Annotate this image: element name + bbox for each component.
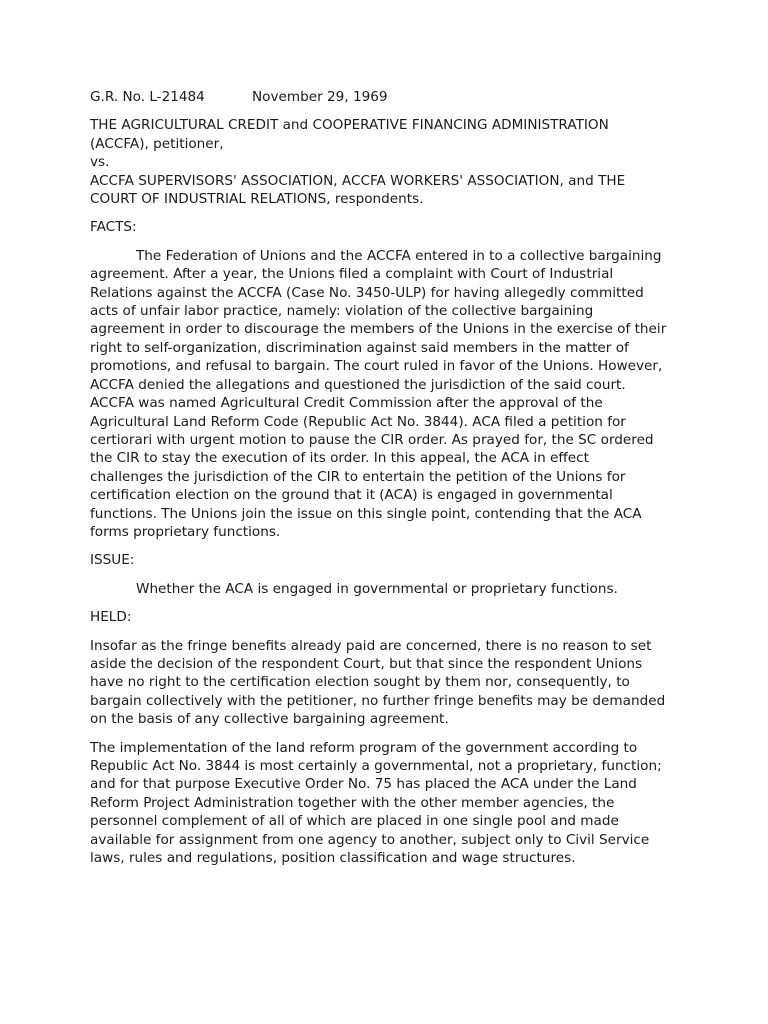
issue-heading: ISSUE:	[90, 552, 135, 569]
respondents-line: COURT OF INDUSTRIAL RELATIONS, respondents.	[90, 191, 424, 208]
versus-label: vs.	[90, 154, 110, 171]
held-line: laws, rules and regulations, position classification and wage structures.	[90, 850, 576, 867]
held-paragraph-1	[90, 637, 690, 729]
petitioner-line: THE AGRICULTURAL CREDIT and COOPERATIVE FINANCING ADMINISTRATION	[90, 117, 609, 134]
held-line: The implementation of the land reform program of the government according to	[90, 739, 638, 756]
facts-line: certiorari with urgent motion to pause the CIR order. As prayed for, the SC ordered	[90, 431, 654, 448]
case-number: G.R. No. L-21484	[90, 89, 205, 105]
facts-line: agreement. After a year, the Unions filed a complaint with Court of Industrial	[90, 266, 614, 283]
facts-line: right to self-organization, discrimination against said members in the matter of	[90, 339, 629, 356]
facts-line: the CIR to stay the execution of its order. In this appeal, the ACA in effect	[90, 450, 589, 467]
facts-line: challenges the jurisdiction of the CIR to entertain the petition of the Unions for	[90, 468, 626, 485]
case-date: November 29, 1969	[252, 89, 388, 105]
facts-line: ACCFA denied the allegations and questioned the jurisdiction of the said court.	[90, 376, 626, 393]
issue-text: Whether the ACA is engaged in governmental or proprietary functions.	[136, 580, 618, 597]
held-line: Republic Act No. 3844 is most certainly a governmental, not a proprietary, function;	[90, 758, 662, 774]
held-paragraph-2	[90, 739, 690, 868]
facts-line: certification election on the ground that it (ACA) is engaged in governmental	[90, 487, 613, 504]
parties-block	[90, 116, 690, 208]
facts-line: The Federation of Unions and the ACCFA entered in to a collective bargaining	[136, 247, 662, 264]
facts-line: forms proprietary functions.	[90, 523, 281, 540]
facts-line: functions. The Unions join the issue on this single point, contending that the ACA	[90, 505, 642, 522]
case-header	[90, 88, 690, 106]
facts-line: promotions, and refusal to bargain. The court ruled in favor of the Unions. However,	[90, 358, 663, 375]
facts-line: Relations against the ACCFA (Case No. 3450-ULP) for having allegedly committed	[90, 284, 644, 301]
document-page	[90, 88, 690, 867]
held-line: have no right to the certification election sought by them nor, consequently, to	[90, 674, 630, 691]
held-line: bargain collectively with the petitioner, no further fringe benefits may be demanded	[90, 692, 666, 709]
facts-paragraph	[90, 247, 690, 542]
held-line: and for that purpose Executive Order No. 75 has placed the ACA under the Land	[90, 776, 637, 793]
facts-line: Agricultural Land Reform Code (Republic Act No. 3844). ACA filed a petition for	[90, 413, 626, 430]
held-line: on the basis of any collective bargaining agreement.	[90, 711, 449, 728]
facts-line: acts of unfair labor practice, namely: violation of the collective bargaining	[90, 303, 594, 320]
held-line: personnel complement of all of which are placed in one single pool and made	[90, 813, 619, 830]
held-line: available for assignment from one agency to another, subject only to Civil Service	[90, 831, 650, 848]
held-line: Reform Project Administration together with the other member agencies, the	[90, 794, 615, 811]
held-line: Insofar as the fringe benefits already paid are concerned, there is no reason to set	[90, 637, 652, 654]
held-line: aside the decision of the respondent Court, but that since the respondent Unions	[90, 655, 643, 672]
held-heading: HELD:	[90, 609, 132, 626]
facts-heading: FACTS:	[90, 219, 137, 236]
petitioner-line: (ACCFA), petitioner,	[90, 135, 224, 152]
facts-line: ACCFA was named Agricultural Credit Commission after the approval of the	[90, 395, 603, 412]
facts-line: agreement in order to discourage the members of the Unions in the exercise of their	[90, 321, 667, 338]
respondents-line: ACCFA SUPERVISORS' ASSOCIATION, ACCFA WORKERS' ASSOCIATION, and THE	[90, 172, 626, 189]
